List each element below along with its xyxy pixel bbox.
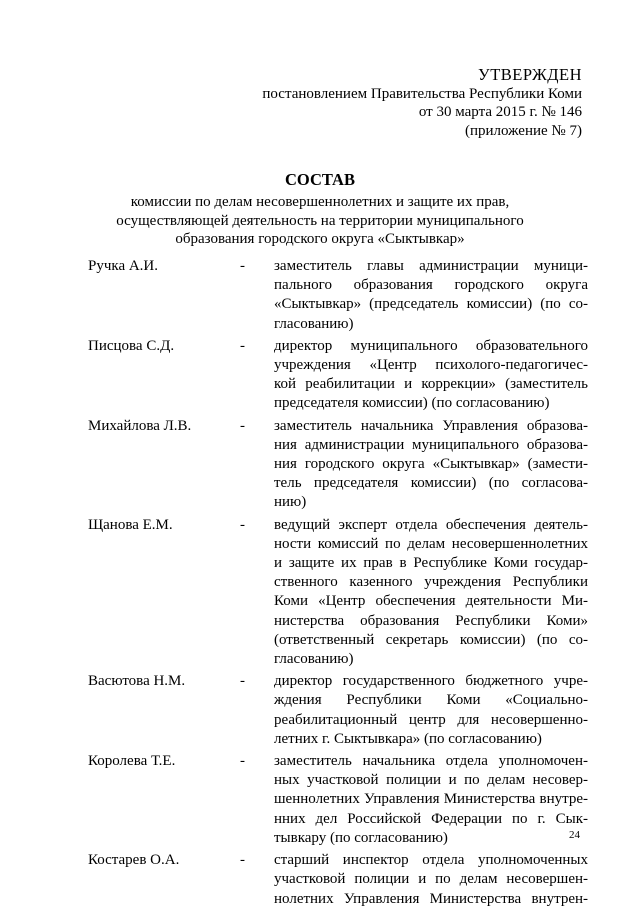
role-line: ности комиссий по делам несовершеннолетних <box>274 535 588 552</box>
role-line: летних г. Сыктывкара» (по согласованию) <box>274 730 542 747</box>
role-line: кой реабилитации и коррекции» (заместитель <box>274 376 588 393</box>
role-line: шеннолетних Управления Министерства внутре- <box>274 791 588 808</box>
role-line: заместитель начальника отдела уполномочен- <box>274 753 588 770</box>
role-line: «Сыктывкар» (председатель комиссии) (по со- <box>274 296 588 313</box>
role-line: нних дел Российской Федерации по г. Сык- <box>274 810 588 827</box>
role-line: участковой полиции и по делам несовершен- <box>274 871 588 888</box>
member-role <box>274 337 588 414</box>
member-role <box>274 257 588 334</box>
role-line: (ответственный секретарь комиссии) (по со- <box>274 631 588 648</box>
subtitle-line: образования городского округа «Сыктывкар» <box>175 231 465 247</box>
members-list <box>88 257 588 912</box>
member-dash: - <box>240 852 245 869</box>
member-dash: - <box>240 417 245 434</box>
role-line: ния городского округа «Сыктывкар» (замести- <box>274 456 588 473</box>
role-line: ния администрации муниципального образова- <box>274 436 588 453</box>
member-name: Щанова Е.М. <box>88 516 173 533</box>
member-row <box>88 337 588 414</box>
member-name: Васютова Н.М. <box>88 673 186 690</box>
role-line: ных участковой полиции и по делам несовер- <box>274 772 588 789</box>
member-row <box>88 257 588 334</box>
member-dash: - <box>240 337 245 354</box>
approval-appendix: (приложение № 7) <box>464 122 582 139</box>
role-line: гласованию) <box>274 651 354 668</box>
role-line: нолетних Управления Министерства внутрен- <box>274 890 588 907</box>
role-line: Коми «Центр обеспечения деятельности Ми- <box>274 593 588 610</box>
role-line: реабилитационный центр для несовершенно- <box>274 711 588 728</box>
member-row <box>88 752 588 848</box>
member-role <box>274 516 588 670</box>
role-line: директор муниципального образовательного <box>274 337 588 354</box>
role-line: нию) <box>274 494 307 511</box>
role-line: ждения Республики Коми «Социально- <box>274 692 588 709</box>
role-line: председателя комиссии) (по согласованию) <box>274 395 550 412</box>
member-dash: - <box>240 673 245 690</box>
member-role <box>274 851 588 909</box>
member-role <box>274 752 588 848</box>
approval-decree: постановлением Правительства Республики Коми <box>262 85 582 102</box>
member-role <box>274 672 588 749</box>
document-title: СОСТАВ <box>285 170 355 189</box>
role-line: заместитель главы администрации муници- <box>274 258 588 274</box>
page-number: 24 <box>569 829 580 841</box>
approval-date: от 30 марта 2015 г. № 146 <box>418 104 582 120</box>
role-line: старший инспектор отдела уполномоченных <box>274 852 588 869</box>
member-dash: - <box>240 516 245 533</box>
member-row <box>88 672 588 749</box>
role-line: учреждения «Центр психолого-педагогичес- <box>274 357 588 374</box>
subtitle-line: комиссии по делам несовершеннолетних и защите их прав, <box>130 194 510 210</box>
member-dash: - <box>240 258 245 274</box>
role-line: пального образования городского округа <box>274 277 588 294</box>
document-subtitle <box>0 193 640 249</box>
approval-title: УТВЕРЖДЕН <box>478 65 582 84</box>
role-line: тывкару (по согласованию) <box>274 829 448 846</box>
role-line: директор государственного бюджетного учре- <box>274 673 588 690</box>
member-name: Костарев О.А. <box>88 852 180 869</box>
subtitle-line: осуществляющей деятельность на территории муниципального <box>116 212 524 229</box>
member-name: Королева Т.Е. <box>88 753 176 770</box>
member-row <box>88 516 588 670</box>
role-line: заместитель начальника Управления образова- <box>274 417 588 434</box>
role-line: тель председателя комиссии) (по согласова- <box>274 475 588 492</box>
member-name: Ручка А.И. <box>88 258 159 274</box>
member-row <box>88 417 588 513</box>
member-dash: - <box>240 753 245 770</box>
role-line: ведущий эксперт отдела обеспечения деятель- <box>274 516 588 533</box>
member-name: Михайлова Л.В. <box>88 417 192 434</box>
role-line: гласованию) <box>274 315 354 332</box>
member-role <box>274 417 588 513</box>
role-line: и защите их прав в Республике Коми государ- <box>274 555 588 572</box>
role-line: ственного казенного учреждения Республики <box>274 574 588 591</box>
approval-block <box>262 66 582 140</box>
role-line: нистерства образования Республики Коми» <box>274 612 588 629</box>
member-row <box>88 851 588 909</box>
member-name: Писцова С.Д. <box>88 337 175 354</box>
